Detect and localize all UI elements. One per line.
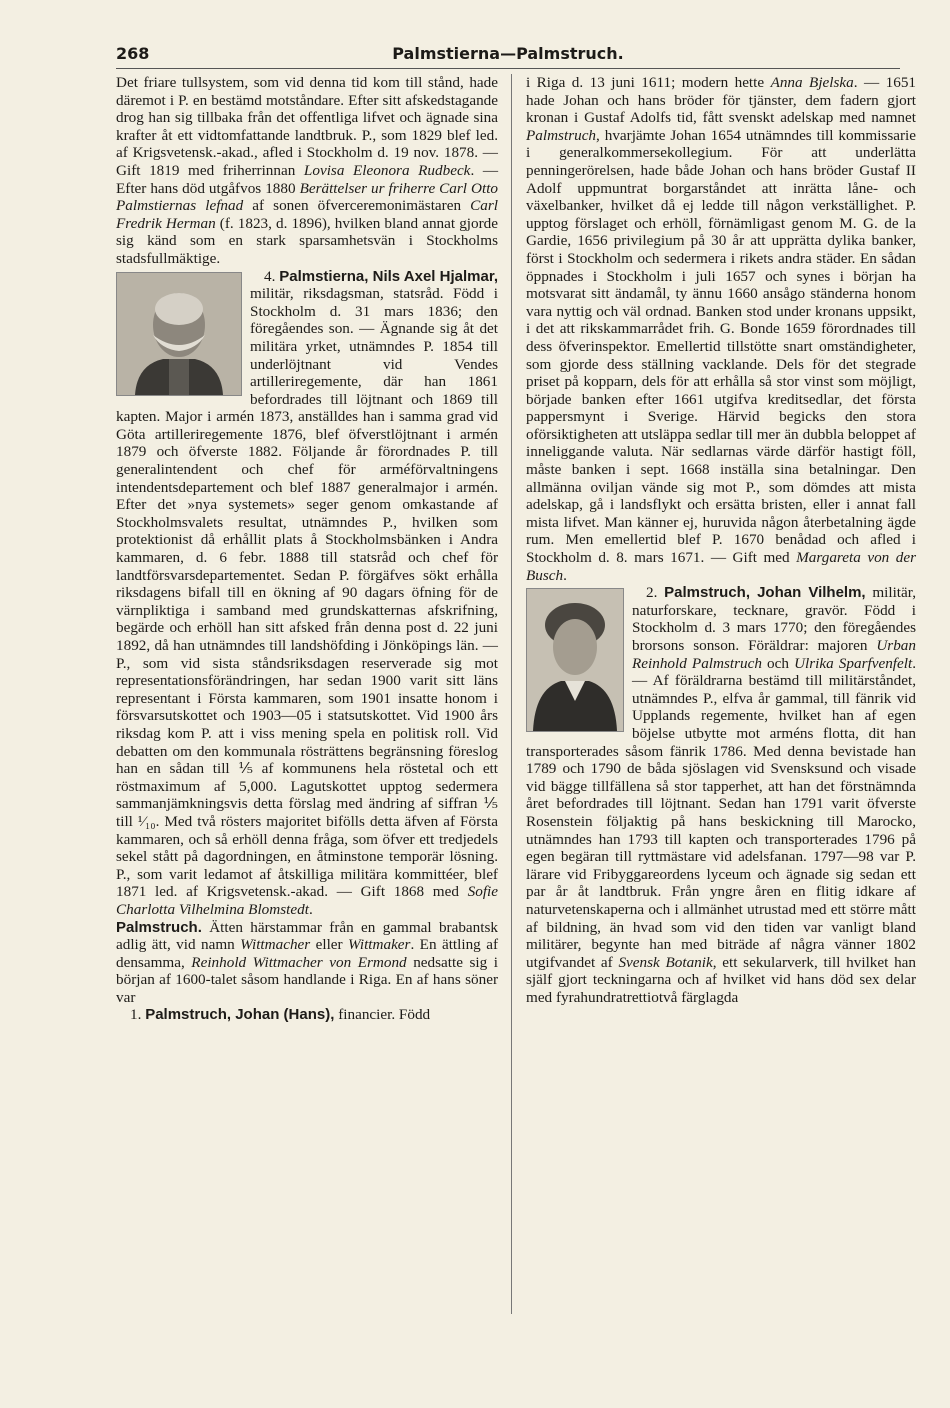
page-number: 268 bbox=[116, 44, 150, 63]
right-column bbox=[526, 74, 916, 1006]
portrait-nils-axel-hjalmar bbox=[116, 272, 242, 396]
entry-headword: Palmstruch. bbox=[116, 918, 202, 936]
entry-palmstruch-family: Palmstruch. Ätten härstammar från en gammal brabantsk adlig ätt, vid namn Wittmacher eller Wittmaker. En ättling af densamma, Reinhold Wittmacher von Ermond nedsatte sig i början af 1600-talet såsom handlande i Riga. En af hans söner var bbox=[116, 918, 498, 1006]
entry-johan-vilhelm: 2. Palmstruch, Johan Vilhelm, militär, naturforskare, tecknare, gravör. Född i Stockholm d. 3 mars 1770; den föregåendes brorsons sonson. Föräldrar: majoren Urban Reinhold Palmstruch och Ulrika Sparfvenfelt. — Af föräldrarna bestämd till militärståndet, utnämndes P., elfva år gammal, till fänrik vid Upplands regemente, hvilket han af egen böjelse utbytte mot arméns flotta, dit han transporterades såsom fänrik 1786. Med denna bevistade han 1789 och 1790 de båda sjöslagen vid Svensksund och visade vid bägge tillfällena så stor tapperhet, att han det förstnämnda året befordrades till löjtnant. Sedan han 1791 varit öfverste Rosenstein följaktig på hans beskickning till Marocko, utnämndes han 1793 till kapten och transporterades 1796 på egen begäran till ryttmästare vid adelsfanan. 1797—98 var P. lärare vid Fribyggareordens lyceum och ägnade sig sedan ett par år åt landtbruk. Från yngre åren en flitig idkare af naturvetenskaperna och i allmänhet utrustad med ett större mått af bildning, än hvad som vid den tiden var vanligt bland militärer, begynte han med biträde af några vänner 1802 utgifvandet af Svensk Botanik, ett sekularverk, till hvilket han själf gjort teckningarna och af hvilket vid hans död sex delar med fyrahundratrettiotvå färglagda bbox=[526, 584, 917, 1006]
article-continuation: Det friare tullsystem, som vid denna tid kom till stånd, hade däremot i P. en bestämd motståndare. Efter sitt afskedstagande drog han sig tillbaka från det offentliga lifvet och ägnade sina krafter åt ett vidtomfattande landtbruk. P., som 1829 blef led. af Krigsvetensk.-akad., afled i Stockholm d. 19 nov. 1878. — Gift 1819 med friherrinnan Lovisa Eleonora Rudbeck. — Efter hans död utgåfvos 1880 Berättelser ur friherre Carl Otto Palmstiernas lefnad af sonen öfverceremonimästaren Carl Fredrik Herman (f. 1823, d. 1896), hvilken bland annat gjorde sig känd som en stark sparsamhetsvän i Stockholms stadsfullmäktige. bbox=[116, 74, 499, 267]
entry-headword: Palmstierna, Nils Axel Hjalmar, bbox=[279, 267, 499, 285]
entry-johan-hans: 1. Palmstruch, Johan (Hans), financier. Född bbox=[130, 1006, 431, 1024]
entry-headword: Palmstruch, Johan Vilhelm, bbox=[664, 584, 866, 602]
column-divider bbox=[511, 74, 512, 1314]
entry-johan-hans-continued: i Riga d. 13 juni 1611; modern hette Anna Bjelska. — 1651 hade Johan och hans bröder för tjänster, dem fadern gjort kronan i Gustaf Adolfs tid, fått svenskt adelskap med namnet Palmstruch, hvarjämte Johan 1654 utnämndes till kommissarie i generalkommersekollegium. För att underlätta penningerörelsen, hade både Johan och hans bröder Gustaf II Adolf uppmuntrat borgarståndet att inrätta låne- och växelbanker, hvilket då ej ledde till någon verkställighet. P. upptog förslaget och erhöll, förnämligast genom M. G. de la Gardie, 1656 privilegium på 30 år att upprätta dylika banker, först i Stockholm och sedermera i rikets andra städer. En sådan öppnades i Stockholm i juli 1657 och synes i början ha motsvarat sitt ändamål, ty ännu 1660 ansågo ständerna honom vara nyttig och väl ordnad. Banken stod under kronans uppsikt, i det att rikskammarrådet frih. G. Bonde 1659 förordnades till dess öfverinspektor. Emellertid tillstötte snart omständigheter, som gjorde dess ställning vacklande. Dels för det stegrade priset på kopparn, dels för att erhålla så stor vinst som möjligt, började banken efter 1661 utgifva kreditsedlar, det första pappersmynt i Sverige. Härvid begicks den stora oförsiktigheten att utsläppa sedlar till mer än dubbla beloppet af inneliggande valuta. När sedlarnas värde därför hastigt föll, måste banken i sept. 1668 inställa sina betalningar. Den allmänna oviljan vände sig mot P., som dömdes att mista adelskap, gå i landsflykt och ersätta bristen, eller i annat fall mista lifvet. Man känner ej, huruvida någon återbetalning ägde rum. Men emellertid blef P. 1670 benådad och afled i Stockholm d. 8. mars 1671. — Gift med Margareta von der Busch. bbox=[526, 74, 917, 584]
left-column bbox=[116, 74, 498, 1024]
page-header bbox=[116, 40, 900, 69]
entry-nils-axel-hjalmar: 4. Palmstierna, Nils Axel Hjalmar, militär, riksdagsman, statsråd. Född i Stockholm d. 31 mars 1836; den föregåendes son. — Ägnande sig åt det militära yrket, utnämndes P. 1854 till underlöjtnant vid Vendes artilleriregemente, där han 1861 befordrades till löjtnant och 1869 till kapten. Major i armén 1873, anställdes han i samma grad vid Göta artilleriregemente 1876, blef öfverstlöjtnant i armén 1879 och öfverste 1882. Följande år förordnades P. till generalintendent och chef för arméförvaltningens intendentsdepartement och blef 1887 generalmajor i armén. Efter det »nya systemets» seger genom omkastande af Stockholmsvalets resultat, utnämndes P., hvilken som protektionist då erhållit plats å Stockholmsbänken i Andra kammaren, d. 6 febr. 1888 till statsråd och chef för landtförsvarsdepartementet. Sedan P. förgäfves sökt erhålla riksdagens bifall till en ökning af 90 dagars öfning för de värnpliktiga i samband med grundskatternas afskrifning, begärde och erhöll han sitt afsked från denna post d. 22 juni 1892, då han utnämndes till landshöfding i Jönköpings län. — P., som vid sista ståndsriksdagen reserverade sig mot representationsförändringen, har sedan 1900 varit sitt läns representant i Första kammaren, som 1901 insatte honom i försvarsutskottet och 1903—05 i statsutskottet. Vid 1900 års riksdag kom P. att i viss mening spela en politisk roll. Vid debatten om den kommunala rösträttens begränsning föreslog han en sådan till ⅕ af kommunens hela röstetal och ett röstmaximum af 5,000. Lagutskottet upptog sedermera sammanjämkningsvis detta förslag med ändring af siffran ⅕ till ¹⁄₁₀. Med två rösters majoritet bifölls detta äfven af Första kammaren, och så erhöll denna fråga, som öfver ett tredjedels sekel stått på dagordningen, en åtminstone temporär lösning. P., som varit ledamot af åtskilliga militära kommittéer, blef 1871 led. af Krigsvetensk.-akad. — Gift 1868 med Sofie Charlotta Vilhelmina Blomstedt. bbox=[116, 267, 499, 918]
portrait-johan-vilhelm bbox=[526, 588, 624, 732]
entry-headword: Palmstruch, Johan (Hans), bbox=[145, 1006, 335, 1024]
running-head: Palmstierna—Palmstruch. bbox=[392, 44, 624, 63]
